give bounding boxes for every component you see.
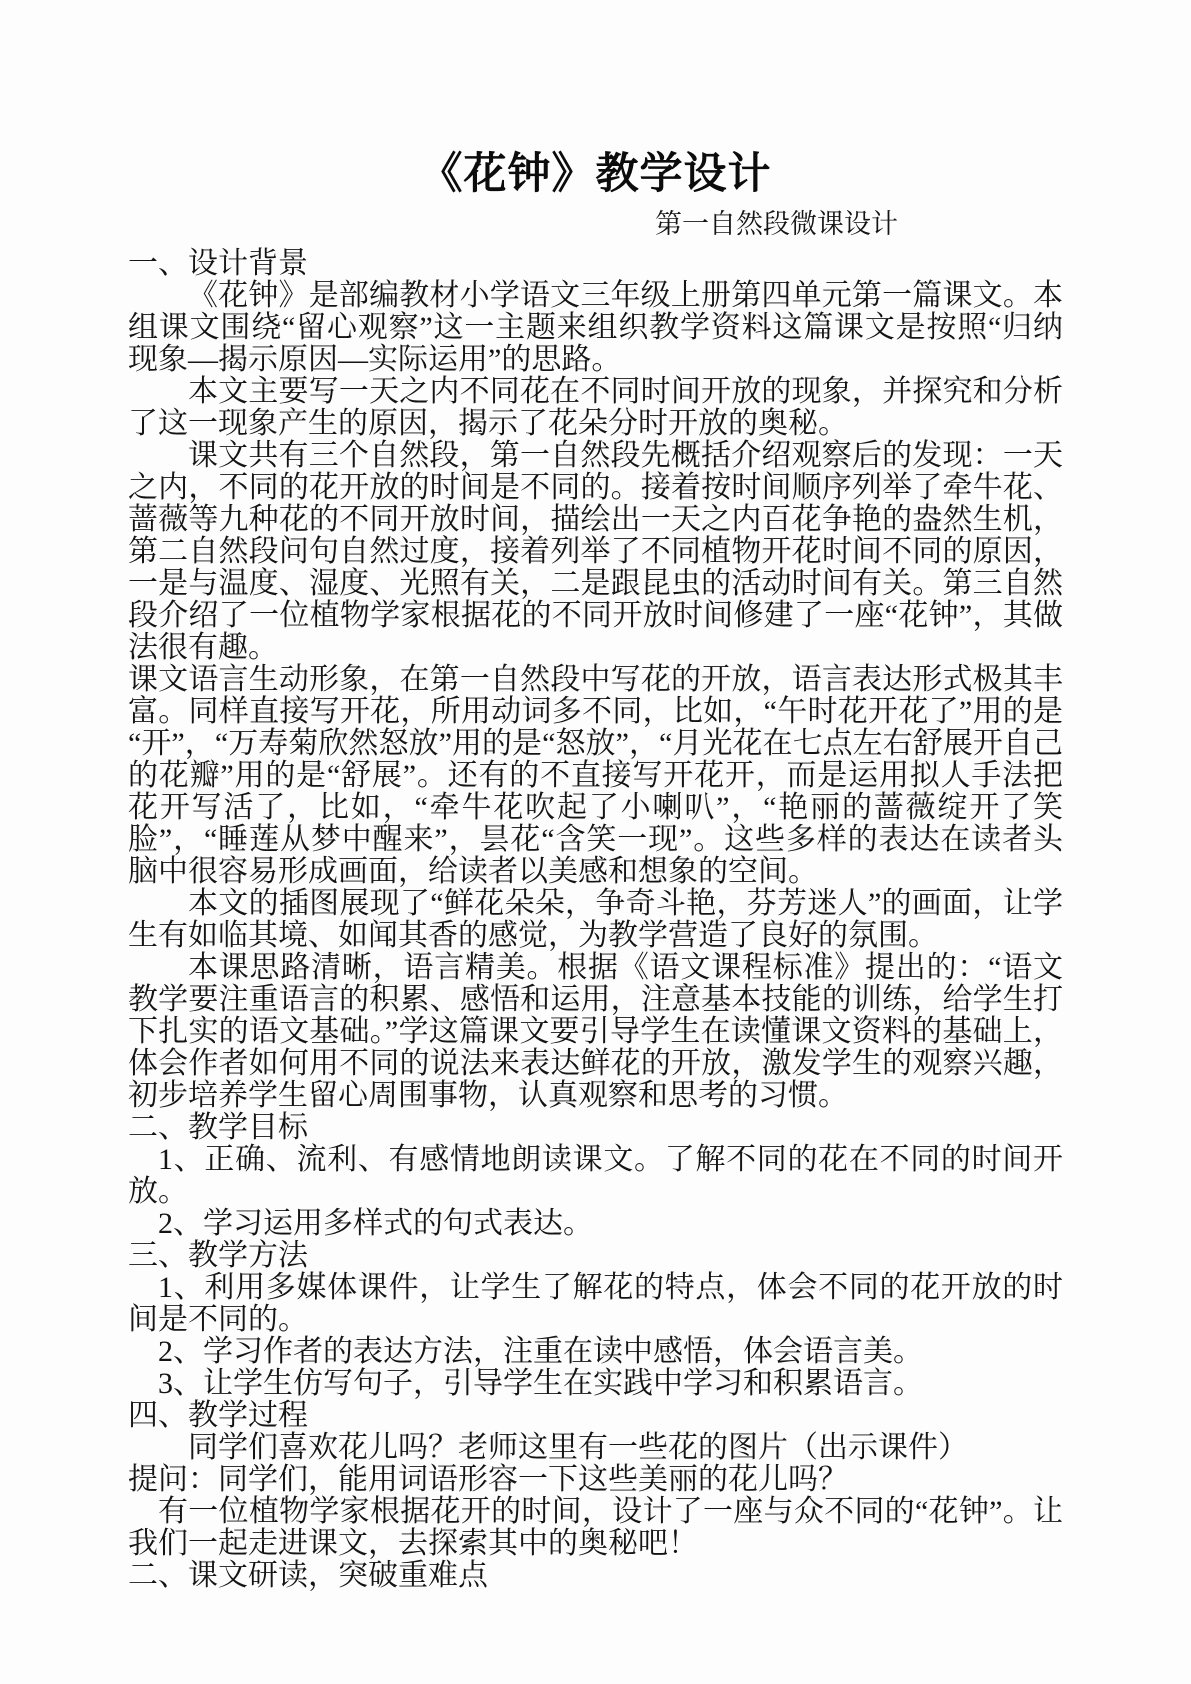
para-method-3: 3、让学生仿写句子，引导学生在实践中学习和积累语言。 — [158, 1367, 923, 1400]
document-body — [128, 248, 1063, 1592]
para-lead-in-question: 同学们喜欢花儿吗？老师这里有一些花的图片（出示课件） — [188, 1431, 968, 1464]
heading-teaching-goals: 二、教学目标 — [128, 1111, 308, 1144]
heading-teaching-process: 四、教学过程 — [128, 1399, 308, 1432]
para-illustration: 本文的插图展现了“鲜花朵朵，争奇斗艳，芬芳迷人”的画面，让学生有如临其境、如闻其香的感觉，为教学营造了良好的氛围。 — [128, 887, 1063, 952]
para-text-main-idea: 本文主要写一天之内不同花在不同时间开放的现象，并探究和分析了这一现象产生的原因，揭示了花朵分时开放的奥秘。 — [128, 375, 1063, 440]
heading-text-study: 二、课文研读，突破重难点 — [128, 1559, 488, 1592]
para-three-paragraph-structure: 课文共有三个自然段，第一自然段先概括介绍观察后的发现：一天之内，不同的花开放的时间是不同的。接着按时间顺序列举了牵牛花、蔷薇等九种花的不同开放时间，描绘出一天之内百花争艳的盎然生机，第二自然段问句自然过度，接着列举了不同植物开花时间不同的原因，一是与温度、湿度、光照有关，二是跟昆虫的活动时间有关。第三自然段介绍了一位植物学家根据花的不同开放时间修建了一座“花钟”，其做法很有趣。 — [128, 439, 1063, 664]
para-goal-2: 2、学习运用多样式的句式表达。 — [158, 1207, 593, 1240]
para-textbook-overview: 《花钟》是部编教材小学语文三年级上册第四单元第一篇课文。本组课文围绕“留心观察”这一主题来组织教学资料这篇课文是按照“归纳现象—揭示原因—实际运用”的思路。 — [128, 279, 1063, 376]
heading-design-background: 一、设计背景 — [128, 247, 308, 280]
document-subtitle: 第一自然段微课设计 — [655, 209, 898, 239]
document-title: 《花钟》教学设计 — [419, 151, 772, 198]
heading-teaching-methods: 三、教学方法 — [128, 1239, 308, 1272]
para-botanist-intro: 有一位植物学家根据花开的时间，设计了一座与众不同的“花钟”。让我们一起走进课文，去探索其中的奥秘吧！ — [128, 1495, 1063, 1560]
para-method-1: 1、利用多媒体课件，让学生了解花的特点，体会不同的花开放的时间是不同的。 — [128, 1271, 1063, 1336]
para-curriculum-standard: 本课思路清晰，语言精美。根据《语文课程标准》提出的：“语文教学要注重语言的积累、感悟和运用，注意基本技能的训练，给学生打下扎实的语文基础。”学这篇课文要引导学生在读懂课文资料的基础上，体会作者如何用不同的说法来表达鲜花的开放，激发学生的观察兴趣，初步培养学生留心周围事物，认真观察和思考的习惯。 — [128, 951, 1063, 1112]
para-method-2: 2、学习作者的表达方法，注重在读中感悟，体会语言美。 — [158, 1335, 923, 1368]
para-goal-1: 1、正确、流利、有感情地朗读课文。了解不同的花在不同的时间开放。 — [128, 1143, 1063, 1208]
para-language-features: 课文语言生动形象，在第一自然段中写花的开放，语言表达形式极其丰富。同样直接写开花，所用动词多不同，比如，“午时花开花了”用的是“开”，“万寿菊欣然怒放”用的是“怒放”，“月光花在七点左右舒展开自己的花瓣”用的是“舒展”。还有的不直接写开花开，而是运用拟人手法把花开写活了，比如，“牵牛花吹起了小喇叭”，“艳丽的蔷薇绽开了笑脸”，“睡莲从梦中醒来”，昙花“含笑一现”。这些多样的表达在读者头脑中很容易形成画面，给读者以美感和想象的空间。 — [128, 663, 1063, 888]
para-prompt-question: 提问：同学们，能用词语形容一下这些美丽的花儿吗？ — [128, 1463, 848, 1496]
